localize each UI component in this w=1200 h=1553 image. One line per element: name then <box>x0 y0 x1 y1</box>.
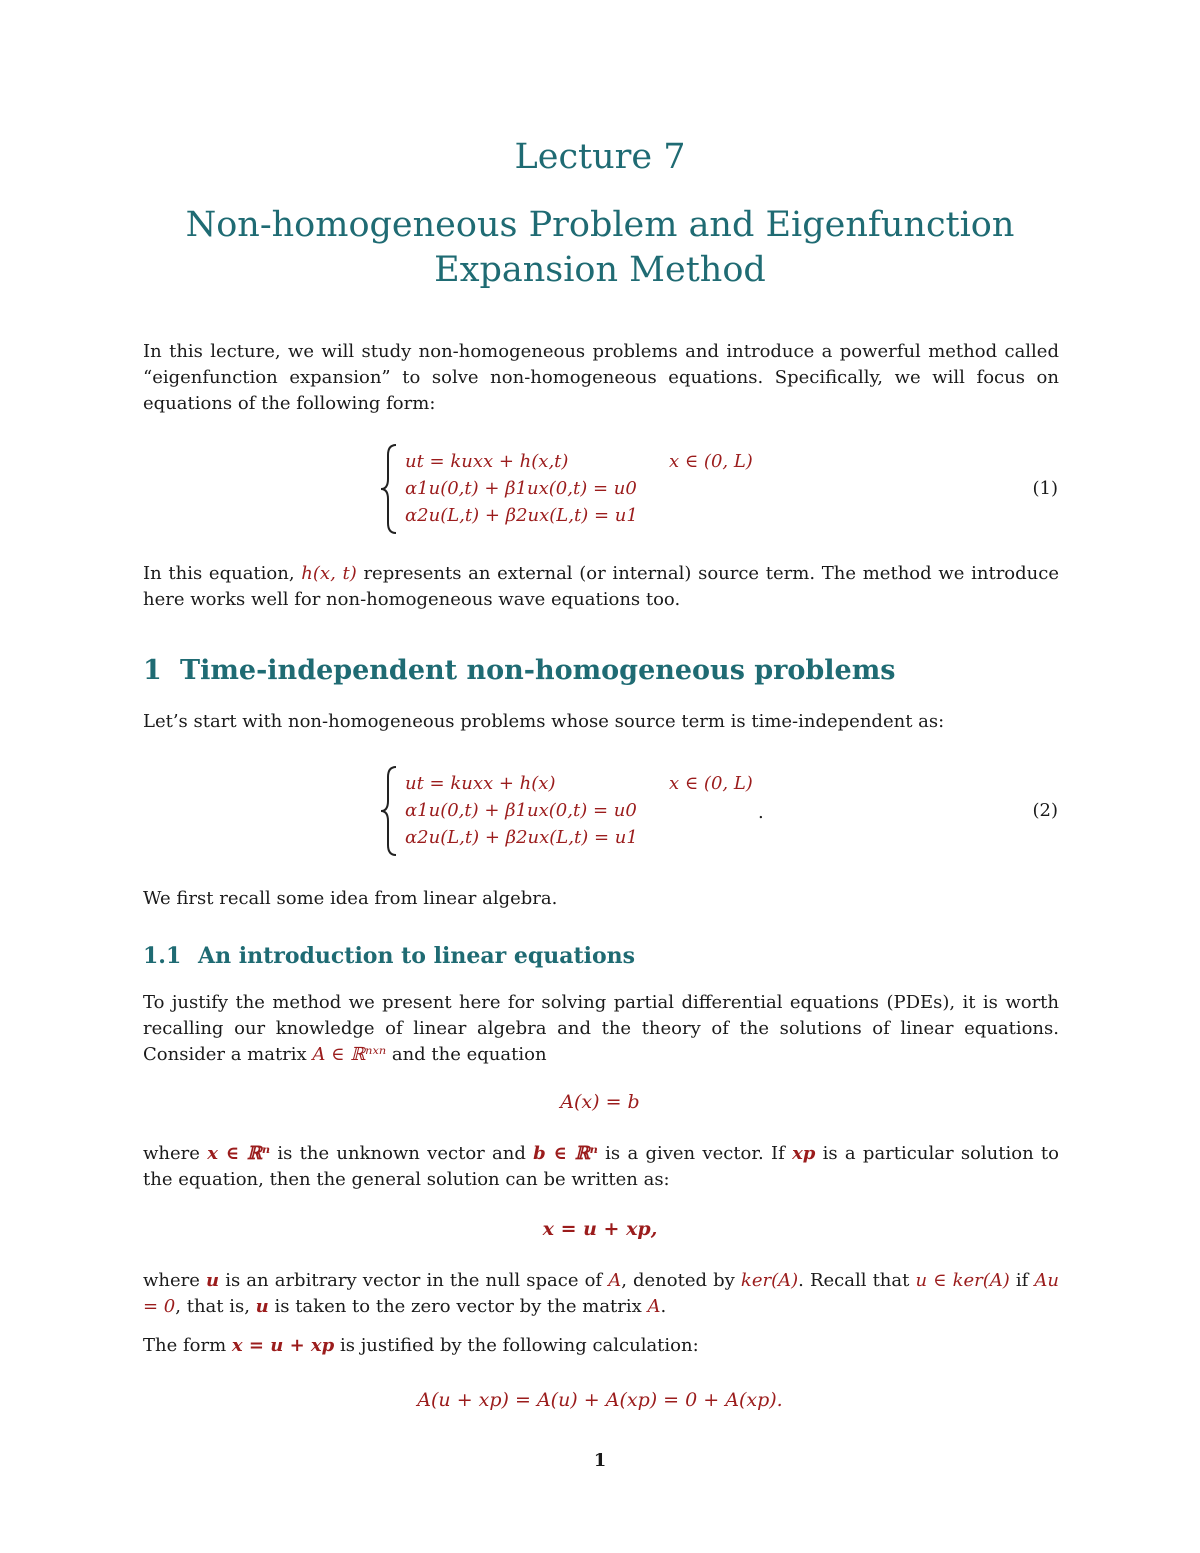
text-span: , that is, <box>175 1296 256 1317</box>
justification-paragraph <box>143 1333 1059 1359</box>
math-matrix-A: A ∈ ℝⁿˣⁿ <box>312 1044 387 1065</box>
text-span: To justify the method we present here for solving partial differential equations (PDEs), it is worth recalling our knowledge of linear algebra and the theory of the solutions of linear equations. Consider a matrix <box>143 992 1059 1065</box>
equation-1-line-1: ut = kuxx + h(x,t) <box>405 451 569 472</box>
math-inline: b ∈ ℝⁿ <box>533 1143 598 1164</box>
equation-2-domain: x ∈ (0, L) <box>669 773 753 794</box>
lecture-title <box>0 203 1200 293</box>
equation-1-system <box>380 443 800 535</box>
lecture-title-line1: Non-homogeneous Problem and Eigenfunction <box>185 205 1015 245</box>
section-1-1-title: An introduction to linear equations <box>198 943 636 969</box>
text-span: The form <box>143 1335 232 1356</box>
section-1-number: 1 <box>143 655 162 686</box>
math-inline: x ∈ ℝⁿ <box>207 1143 271 1164</box>
lecture-number: Lecture 7 <box>514 137 686 177</box>
lecture-title-line2: Expansion Method <box>434 250 766 290</box>
math-inline: A <box>608 1270 622 1291</box>
text-span: . <box>660 1296 667 1317</box>
equation-1-domain: x ∈ (0, L) <box>669 451 753 472</box>
recall-paragraph: We first recall some idea from linear algebra. <box>143 888 558 909</box>
source-term-math: h(x, t) <box>301 563 357 584</box>
section-1-title: Time-independent non-homogeneous problems <box>180 655 896 686</box>
source-term-text-start: In this equation, <box>143 563 302 584</box>
left-brace-icon <box>380 443 398 535</box>
text-span: is a given vector. If <box>597 1143 793 1164</box>
display-equation-general-solution: x = u + xp, <box>542 1218 658 1240</box>
equation-2-line-2: α1u(0,t) + β1ux(0,t) = u0 <box>405 800 637 821</box>
text-span: where <box>143 1270 207 1291</box>
text-span: is justified by the following calculation: <box>334 1335 699 1356</box>
equation-2-line-3: α2u(L,t) + β2ux(L,t) = u1 <box>405 827 638 848</box>
text-span: is an arbitrary vector in the null space of <box>219 1270 609 1291</box>
equation-1-line-2: α1u(0,t) + β1ux(0,t) = u0 <box>405 478 637 499</box>
equation-2-number: (2) <box>1032 800 1058 821</box>
math-inline: u ∈ ker(A) <box>915 1270 1010 1291</box>
math-inline: u <box>206 1270 220 1291</box>
math-inline: xp <box>792 1143 816 1164</box>
left-brace-icon <box>380 765 398 857</box>
text-span: , denoted by <box>621 1270 741 1291</box>
math-inline: u <box>255 1296 269 1317</box>
source-term-text-end: represents an external (or internal) source term. The method we introduce here works well for non-homogeneous wave equations too. <box>143 563 1059 610</box>
math-inline: A <box>647 1296 661 1317</box>
equation-1-number: (1) <box>1032 478 1058 499</box>
text-span: where <box>143 1143 208 1164</box>
equation-1-line-3: α2u(L,t) + β2ux(L,t) = u1 <box>405 505 638 526</box>
page-number: 1 <box>593 1450 607 1471</box>
intro-paragraph: In this lecture, we will study non-homogeneous problems and introduce a powerful method called “eigenfunction expansion” to solve non-homogeneous equations. Specifically, we will focus on equations of the following form: <box>143 341 1059 414</box>
text-span: is the unknown vector and <box>270 1143 534 1164</box>
equation-2-system <box>380 765 800 857</box>
display-equation-calculation: A(u + xp) = A(u) + A(xp) = 0 + A(xp). <box>417 1389 783 1411</box>
section-1-1-number: 1.1 <box>143 943 182 969</box>
text-span: is taken to the zero vector by the matrix <box>268 1296 648 1317</box>
linear-algebra-paragraph <box>143 990 1059 1068</box>
equation-2-period: . <box>758 802 764 823</box>
null-space-paragraph <box>143 1268 1059 1320</box>
particular-solution-paragraph <box>143 1141 1059 1193</box>
source-term-paragraph <box>143 561 1059 613</box>
math-inline: ker(A) <box>740 1270 799 1291</box>
equation-2-line-1: ut = kuxx + h(x) <box>405 773 556 794</box>
math-inline: x = u + xp <box>231 1335 335 1356</box>
text-span: and the equation <box>386 1044 547 1065</box>
text-span: if <box>1009 1270 1035 1291</box>
section-1-1-heading <box>143 943 635 969</box>
display-equation-Ax-b: A(x) = b <box>560 1091 640 1113</box>
text-span: . Recall that <box>798 1270 916 1291</box>
text-span: is a particular solution to the equation, then the general solution can be written as: <box>143 1143 1060 1190</box>
math-inline: Au = 0 <box>143 1270 1060 1317</box>
section-1-heading <box>143 655 896 686</box>
section-1-paragraph: Let’s start with non-homogeneous problems whose source term is time-independent as: <box>143 711 945 732</box>
